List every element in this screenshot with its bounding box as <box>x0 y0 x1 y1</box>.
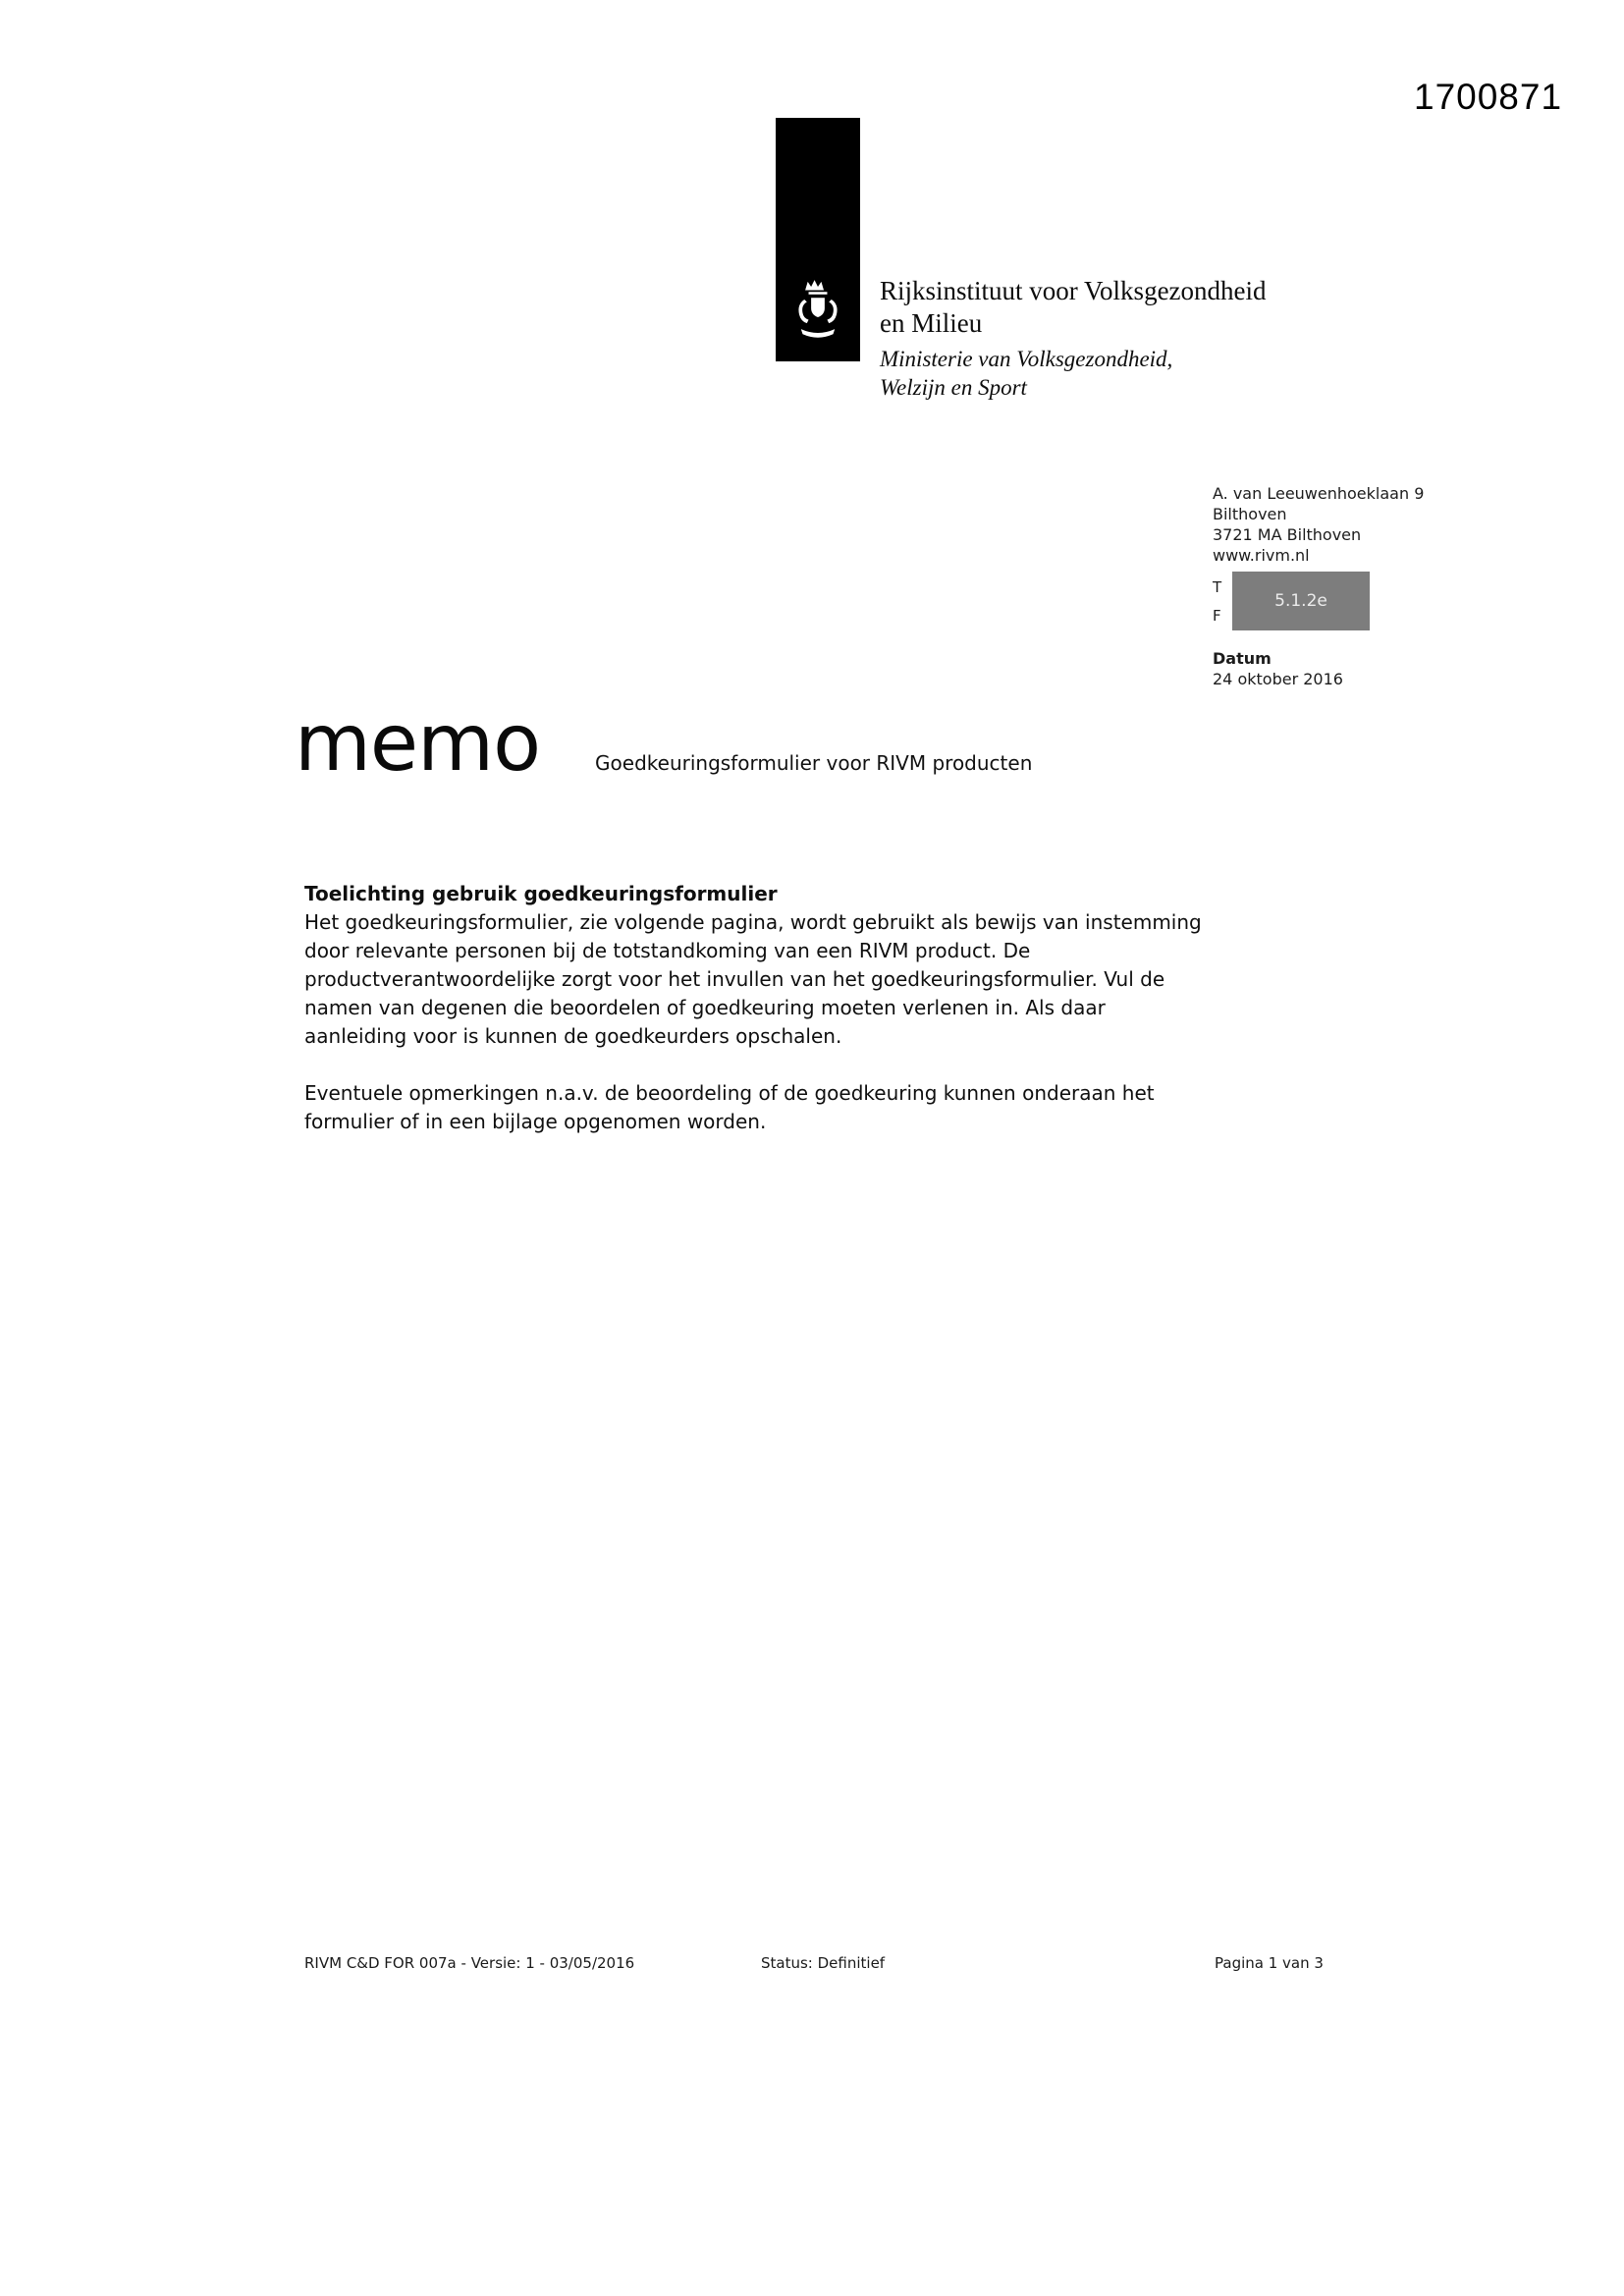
paragraph-1: Het goedkeuringsformulier, zie volgende pagina, wordt gebruikt als bewijs van instemming door relevante personen bij de totstandkoming van een RIVM product. De productverantwoordelijke zorgt voor het invullen van het goedkeuringsformulier. Vul de namen van degenen die beoordelen of goedkeuring moeten verlenen in. Als daar aanleiding voor is kunnen de goedkeurders opschalen. <box>304 910 1202 1048</box>
footer-page-number: Pagina 1 van 3 <box>1215 1954 1324 1972</box>
redaction-box: 5.1.2e <box>1232 572 1370 630</box>
phone-label: T <box>1213 578 1222 596</box>
address-line-2: Bilthoven <box>1213 505 1287 523</box>
coat-of-arms-icon <box>787 269 848 342</box>
fax-label: F <box>1213 607 1221 625</box>
paragraph-2: Eventuele opmerkingen n.a.v. de beoordeling of de goedkeuring kunnen onderaan het formulier of in een bijlage opgenomen worden. <box>304 1081 1155 1133</box>
ministry-name-line1: Ministerie van Volksgezondheid, <box>880 347 1173 371</box>
section-heading: Toelichting gebruik goedkeuringsformulier <box>304 882 778 905</box>
memo-subtitle: Goedkeuringsformulier voor RIVM producten <box>595 751 1033 775</box>
footer-status-text: Status: Definitief <box>761 1954 886 1972</box>
org-name-line2: en Milieu <box>880 308 983 338</box>
document-number: 1700871 <box>1414 77 1563 117</box>
phone-fax-block <box>1213 572 1497 634</box>
date-label: Datum <box>1213 649 1272 668</box>
logo-text-block <box>880 275 1267 402</box>
memo-title: memo <box>295 697 541 789</box>
memo-body <box>304 880 1204 1136</box>
phone-fax-labels <box>1213 574 1221 630</box>
paragraph-gap <box>304 1051 1204 1079</box>
website-text: www.rivm.nl <box>1213 546 1310 565</box>
org-name-line1: Rijksinstituut voor Volksgezondheid <box>880 276 1267 305</box>
logo-bar <box>776 118 860 361</box>
page-footer <box>0 1954 1624 1978</box>
contact-block <box>1213 483 1497 689</box>
address-line-3: 3721 MA Bilthoven <box>1213 525 1362 544</box>
ministry-name-line2: Welzijn en Sport <box>880 375 1027 400</box>
address-line-1: A. van Leeuwenhoeklaan 9 <box>1213 484 1425 503</box>
memo-header <box>295 697 1033 789</box>
date-value: 24 oktober 2016 <box>1213 670 1343 688</box>
footer-version-text: RIVM C&D FOR 007a - Versie: 1 - 03/05/2016 <box>304 1954 635 1972</box>
